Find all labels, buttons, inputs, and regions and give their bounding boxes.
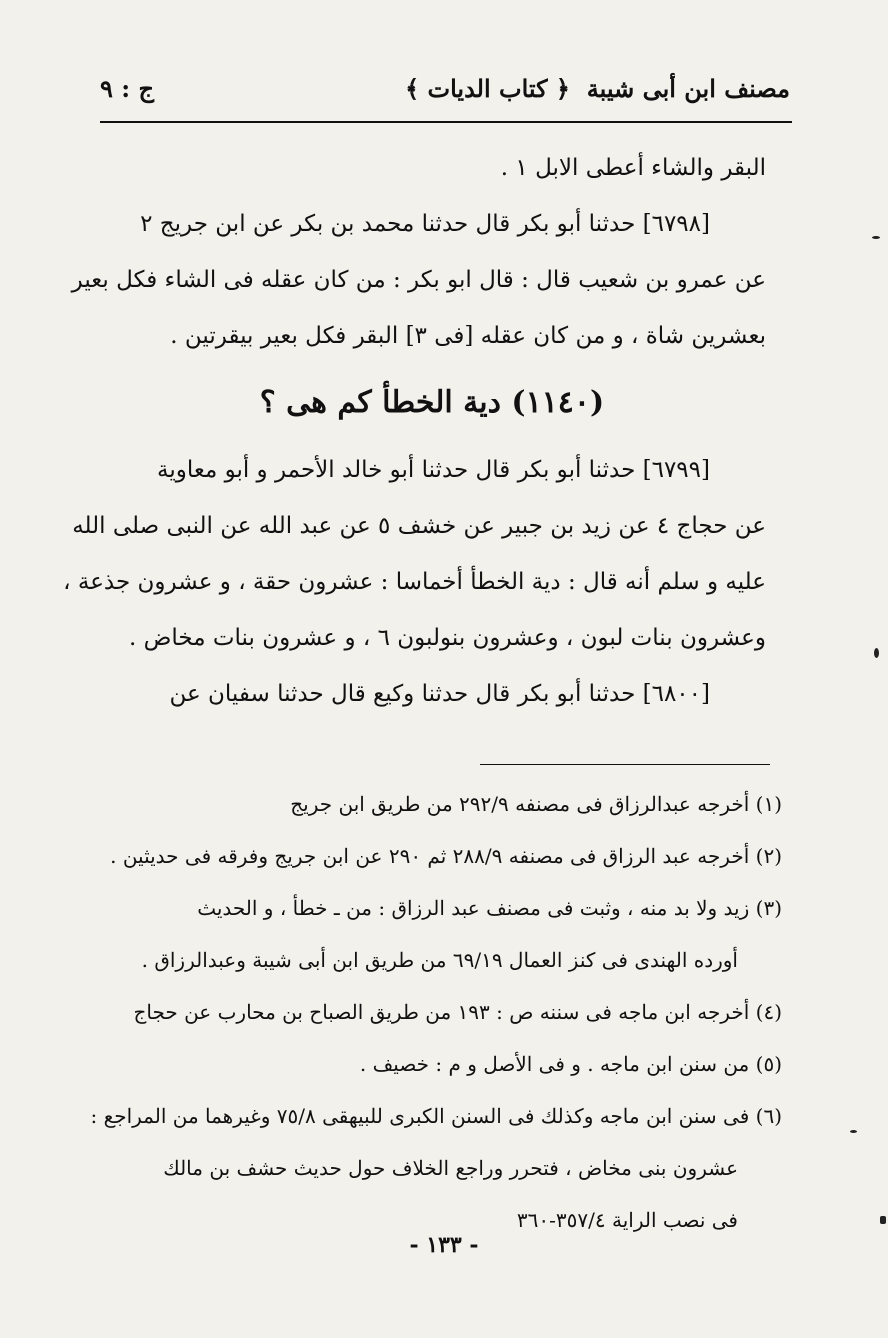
header-rule	[100, 121, 792, 123]
scan-speck	[850, 1130, 857, 1133]
page-number: - ١٣٣ -	[409, 1232, 479, 1258]
chapter-title: ﴿ كتاب الديات ﴾	[405, 74, 570, 103]
text-line: بعشرين شاة ، و من كان عقله [فى ٣] البقر فكل بعير بيقرتين .	[170, 323, 766, 349]
scan-speck	[872, 236, 880, 239]
footnote: (٢) أخرجه عبد الرزاق فى مصنفه ٢٨٨/٩ ثم ٢٩٠ عن ابن جريج وفرقه فى حديثين .	[110, 844, 782, 868]
text-line: البقر والشاء أعطى الابل ١ .	[500, 155, 766, 181]
footnote-rule	[480, 764, 770, 765]
book-title: مصنف ابن أبى شيبة	[586, 74, 790, 103]
text-line: [٦٧٩٨] حدثنا أبو بكر قال حدثنا محمد بن بكر عن ابن جريج ٢	[140, 211, 710, 237]
text-line: عن حجاج ٤ عن زيد بن جبير عن خشف ٥ عن عبد الله عن النبى صلى الله	[72, 513, 766, 539]
footnote: (٣) زيد ولا بد منه ، وثبت فى مصنف عبد الرزاق : من ـ خطأ ، و الحديث	[197, 896, 782, 920]
footnote: (٤) أخرجه ابن ماجه فى سننه ص : ١٩٣ من طريق الصباح بن محارب عن حجاج	[133, 1000, 782, 1024]
footnote-continuation: عشرون بنى مخاض ، فتحرر وراجع الخلاف حول حديث حشف بن مالك	[163, 1156, 738, 1180]
text-line: وعشرون بنات لبون ، وعشرون بنولبون ٦ ، و عشرون بنات مخاض .	[128, 625, 766, 651]
text-line: عن عمرو بن شعيب قال : قال ابو بكر : من كان عقله فى الشاء فكل بعير	[71, 267, 766, 293]
scan-speck	[880, 1216, 886, 1224]
footnote: (٦) فى سنن ابن ماجه وكذلك فى السنن الكبرى للبيهقى ٧٥/٨ وغيرهما من المراجع :	[90, 1104, 782, 1128]
footnotes	[92, 778, 782, 1246]
section-title: (١١٤٠) دية الخطأ كم هى ؟	[259, 385, 605, 420]
text-line: [٦٧٩٩] حدثنا أبو بكر قال حدثنا أبو خالد الأحمر و أبو معاوية	[157, 457, 710, 483]
footnote: (١) أخرجه عبدالرزاق فى مصنفه ٢٩٢/٩ من طريق ابن جريج	[290, 792, 782, 816]
text-line: [٦٨٠٠] حدثنا أبو بكر قال حدثنا وكيع قال حدثنا سفيان عن	[169, 681, 710, 707]
footnote-continuation: أورده الهندى فى كنز العمال ٦٩/١٩ من طريق ابن أبى شيبة وعبدالرزاق .	[141, 948, 738, 972]
volume-number: ج : ٩	[100, 74, 154, 103]
footnote-continuation: فى نصب الراية ٣٥٧/٤-٣٦٠	[516, 1208, 738, 1232]
scan-speck	[874, 648, 879, 658]
text-line: عليه و سلم أنه قال : دية الخطأ أخماسا : عشرون حقة ، و عشرون جذعة ،	[63, 569, 766, 595]
main-text	[63, 140, 766, 722]
page-header	[100, 74, 790, 118]
footnote: (٥) من سنن ابن ماجه . و فى الأصل و م : خصيف .	[359, 1052, 782, 1076]
